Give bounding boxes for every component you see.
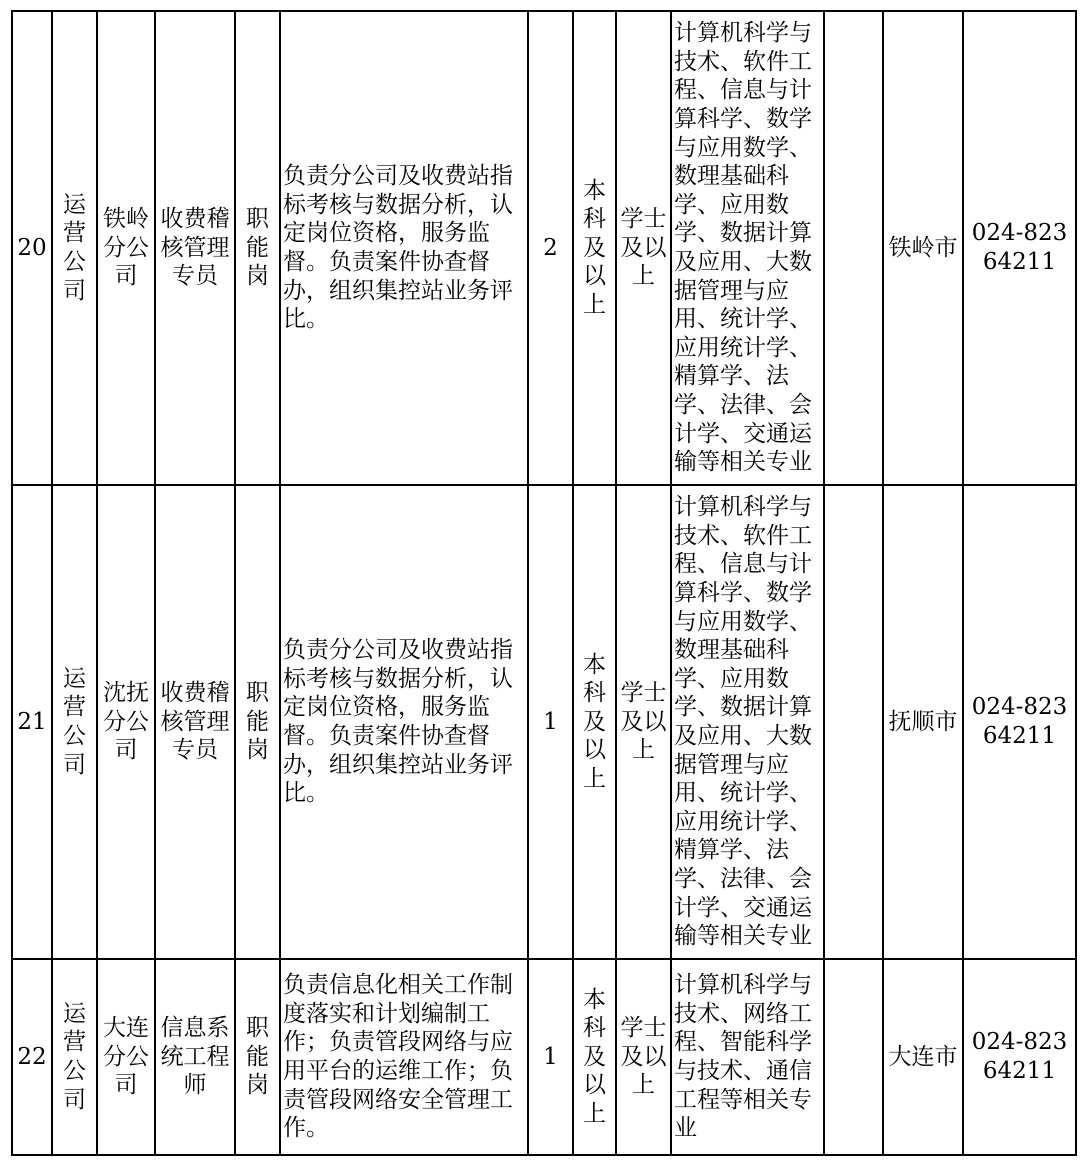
duty-cell: 负责信息化相关工作制度落实和计划编制工作；负责管段网络与应用平台的运维工作；负责管段网络安全管理工作。: [280, 959, 528, 1155]
major-cell: 计算机科学与技术、软件工程、信息与计算科学、数学与应用数学、数理基础科学、应用数学、数据计算及应用、大数据管理与应用、统计学、应用统计学、精算学、法学、法律、会计学、交通运输等相关专业: [671, 485, 824, 959]
department-cell: 铁岭分公司: [97, 11, 155, 485]
unit-cell: 运营公司: [52, 959, 97, 1155]
position-cell: 收费稽核管理专员: [155, 11, 235, 485]
phone-cell: 024-82364211: [963, 485, 1076, 959]
phone-cell: 024-82364211: [963, 11, 1076, 485]
location-cell: 大连市: [883, 959, 963, 1155]
headcount-cell: 1: [528, 959, 573, 1155]
degree-cell: 学士及以上: [616, 959, 671, 1155]
degree-cell: 学士及以上: [616, 485, 671, 959]
table-row: [12, 485, 1076, 959]
other-requirements-cell: [824, 485, 883, 959]
headcount-cell: 1: [528, 485, 573, 959]
education-cell: 本科及以上: [573, 959, 616, 1155]
position-cell: 收费稽核管理专员: [155, 485, 235, 959]
degree-cell: 学士及以上: [616, 11, 671, 485]
other-requirements-cell: [824, 959, 883, 1155]
table-row: [12, 11, 1076, 485]
major-cell: 计算机科学与技术、软件工程、信息与计算科学、数学与应用数学、数理基础科学、应用数学、数据计算及应用、大数据管理与应用、统计学、应用统计学、精算学、法学、法律、会计学、交通运输等相关专业: [671, 11, 824, 485]
major-cell: 计算机科学与技术、网络工程、智能科学与技术、通信工程等相关专业: [671, 959, 824, 1155]
department-cell: 沈抚分公司: [97, 485, 155, 959]
department-cell: 大连分公司: [97, 959, 155, 1155]
education-cell: 本科及以上: [573, 485, 616, 959]
category-cell: 职能岗: [235, 485, 280, 959]
duty-cell: 负责分公司及收费站指标考核与数据分析，认定岗位资格，服务监督。负责案件协查督办，组织集控站业务评比。: [280, 11, 528, 485]
location-cell: 铁岭市: [883, 11, 963, 485]
phone-cell: 024-82364211: [963, 959, 1076, 1155]
category-cell: 职能岗: [235, 959, 280, 1155]
education-cell: 本科及以上: [573, 11, 616, 485]
table-row: [12, 959, 1076, 1155]
location-cell: 抚顺市: [883, 485, 963, 959]
unit-cell: 运营公司: [52, 485, 97, 959]
position-cell: 信息系统工程师: [155, 959, 235, 1155]
row-number: 22: [12, 959, 52, 1155]
unit-cell: 运营公司: [52, 11, 97, 485]
headcount-cell: 2: [528, 11, 573, 485]
category-cell: 职能岗: [235, 11, 280, 485]
recruitment-table: [11, 10, 1077, 1156]
row-number: 20: [12, 11, 52, 485]
row-number: 21: [12, 485, 52, 959]
duty-cell: 负责分公司及收费站指标考核与数据分析，认定岗位资格，服务监督。负责案件协查督办，组织集控站业务评比。: [280, 485, 528, 959]
other-requirements-cell: [824, 11, 883, 485]
